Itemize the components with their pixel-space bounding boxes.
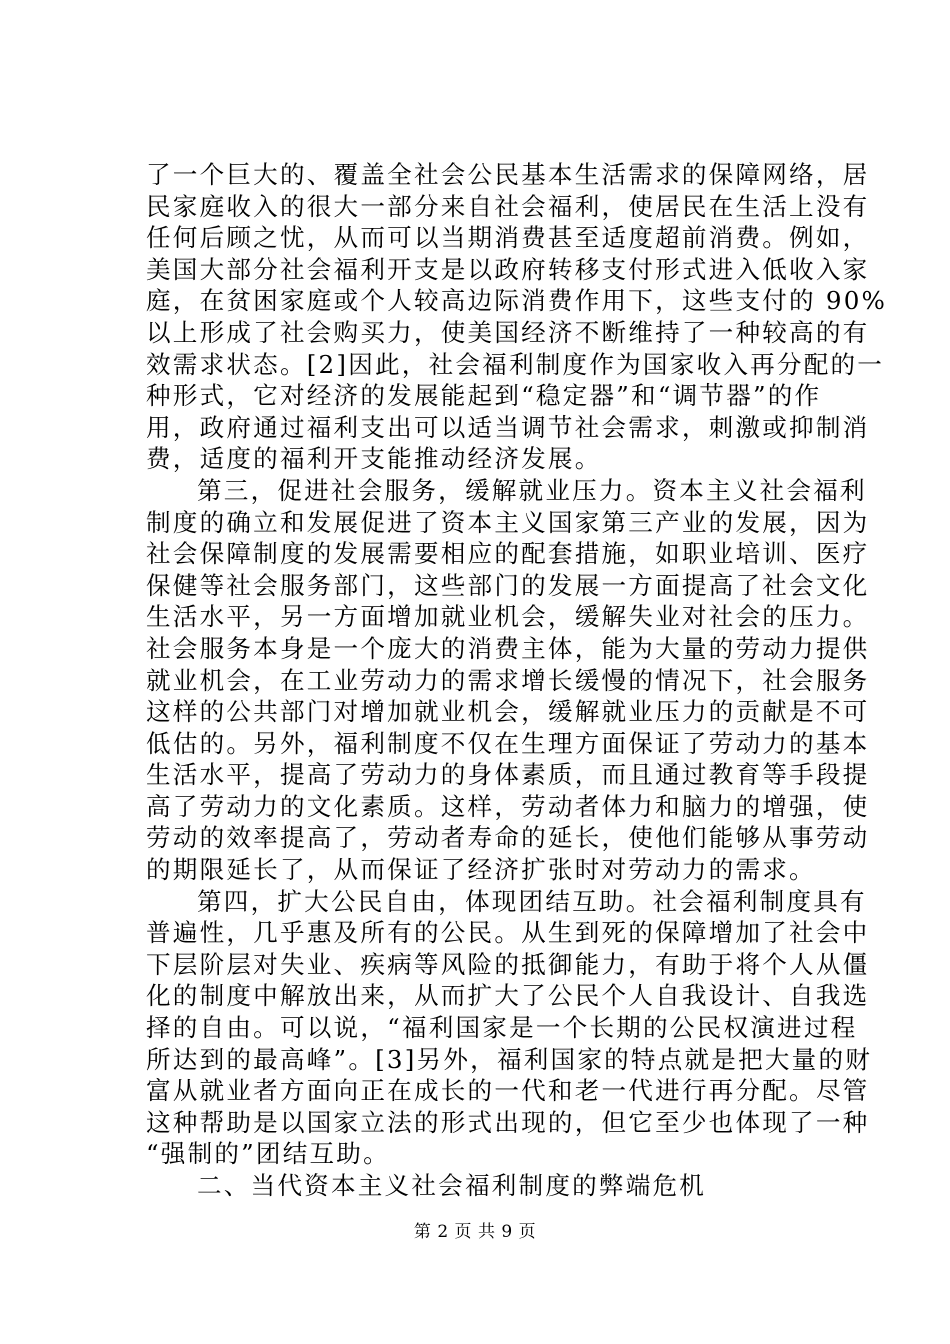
text-line: 的期限延长了，从而保证了经济扩张时对劳动力的需求。 [146,855,816,885]
text-line: 普遍性，几乎惠及所有的公民。从生到死的保障增加了社会中 [146,918,870,948]
text-line: 低估的。另外，福利制度不仅在生理方面保证了劳动力的基本 [146,728,870,758]
text-line: 所达到的最高峰”。[3]另外，福利国家的特点就是把大量的财 [146,1044,873,1074]
text-line: “强制的”团结互助。 [146,1139,390,1169]
text-line: 劳动的效率提高了，劳动者寿命的延长，使他们能够从事劳动 [146,823,870,853]
text-line: 高了劳动力的文化素质。这样，劳动者体力和脑力的增强，使 [146,791,870,821]
text-line: 民家庭收入的很大一部分来自社会福利，使居民在生活上没有 [146,191,870,221]
text-line: 化的制度中解放出来，从而扩大了公民个人自我设计、自我选 [146,981,870,1011]
text-line: 任何后顾之忧，从而可以当期消费甚至适度超前消费。例如， [146,223,870,253]
section-heading: 二、当代资本主义社会福利制度的弊端危机 [197,1171,707,1200]
text-line: 保健等社会服务部门，这些部门的发展一方面提高了社会文化 [146,570,870,600]
text-line: 这种帮助是以国家立法的形式出现的，但它至少也体现了一种 [146,1107,870,1137]
text-line: 这样的公共部门对增加就业机会，缓解就业压力的贡献是不可 [146,697,870,727]
text-line: 种形式，它对经济的发展能起到“稳定器”和“调节器”的作 [146,381,822,411]
text-line: 庭，在贫困家庭或个人较高边际消费作用下，这些支付的 90% [146,286,888,316]
paragraph-start-line: 第四，扩大公民自由，体现团结互助。社会福利制度具有 [197,886,867,916]
text-line: 了一个巨大的、覆盖全社会公民基本生活需求的保障网络，居 [146,160,870,189]
text-line: 就业机会，在工业劳动力的需求增长缓慢的情况下，社会服务 [146,665,870,695]
text-line: 择的自由。可以说，“福利国家是一个长期的公民权演进过程 [146,1013,858,1043]
document-body [146,159,888,1202]
text-line: 生活水平，另一方面增加就业机会，缓解失业对社会的压力。 [146,602,870,632]
text-line: 生活水平，提高了劳动力的身体素质，而且通过教育等手段提 [146,760,870,790]
page-number-footer: 第 2 页 共 9 页 [413,1222,537,1242]
text-line: 社会保障制度的发展需要相应的配套措施，如职业培训、医疗 [146,539,870,569]
text-line: 以上形成了社会购买力，使美国经济不断维持了一种较高的有 [146,317,870,347]
text-line: 制度的确立和发展促进了资本主义国家第三产业的发展，因为 [146,507,870,537]
text-line: 社会服务本身是一个庞大的消费主体，能为大量的劳动力提供 [146,633,870,663]
paragraph-start-line: 第三，促进社会服务，缓解就业压力。资本主义社会福利 [197,475,867,505]
text-line: 富从就业者方面向正在成长的一代和老一代进行再分配。尽管 [146,1076,870,1106]
text-line: 下层阶层对失业、疾病等风险的抵御能力，有助于将个人从僵 [146,949,870,979]
text-line: 美国大部分社会福利开支是以政府转移支付形式进入低收入家 [146,254,870,284]
text-line: 费，适度的福利开支能推动经济发展。 [146,444,602,474]
text-line: 效需求状态。[2]因此，社会福利制度作为国家收入再分配的一 [146,349,885,379]
text-line: 用，政府通过福利支出可以适当调节社会需求，刺激或抑制消 [146,412,870,442]
